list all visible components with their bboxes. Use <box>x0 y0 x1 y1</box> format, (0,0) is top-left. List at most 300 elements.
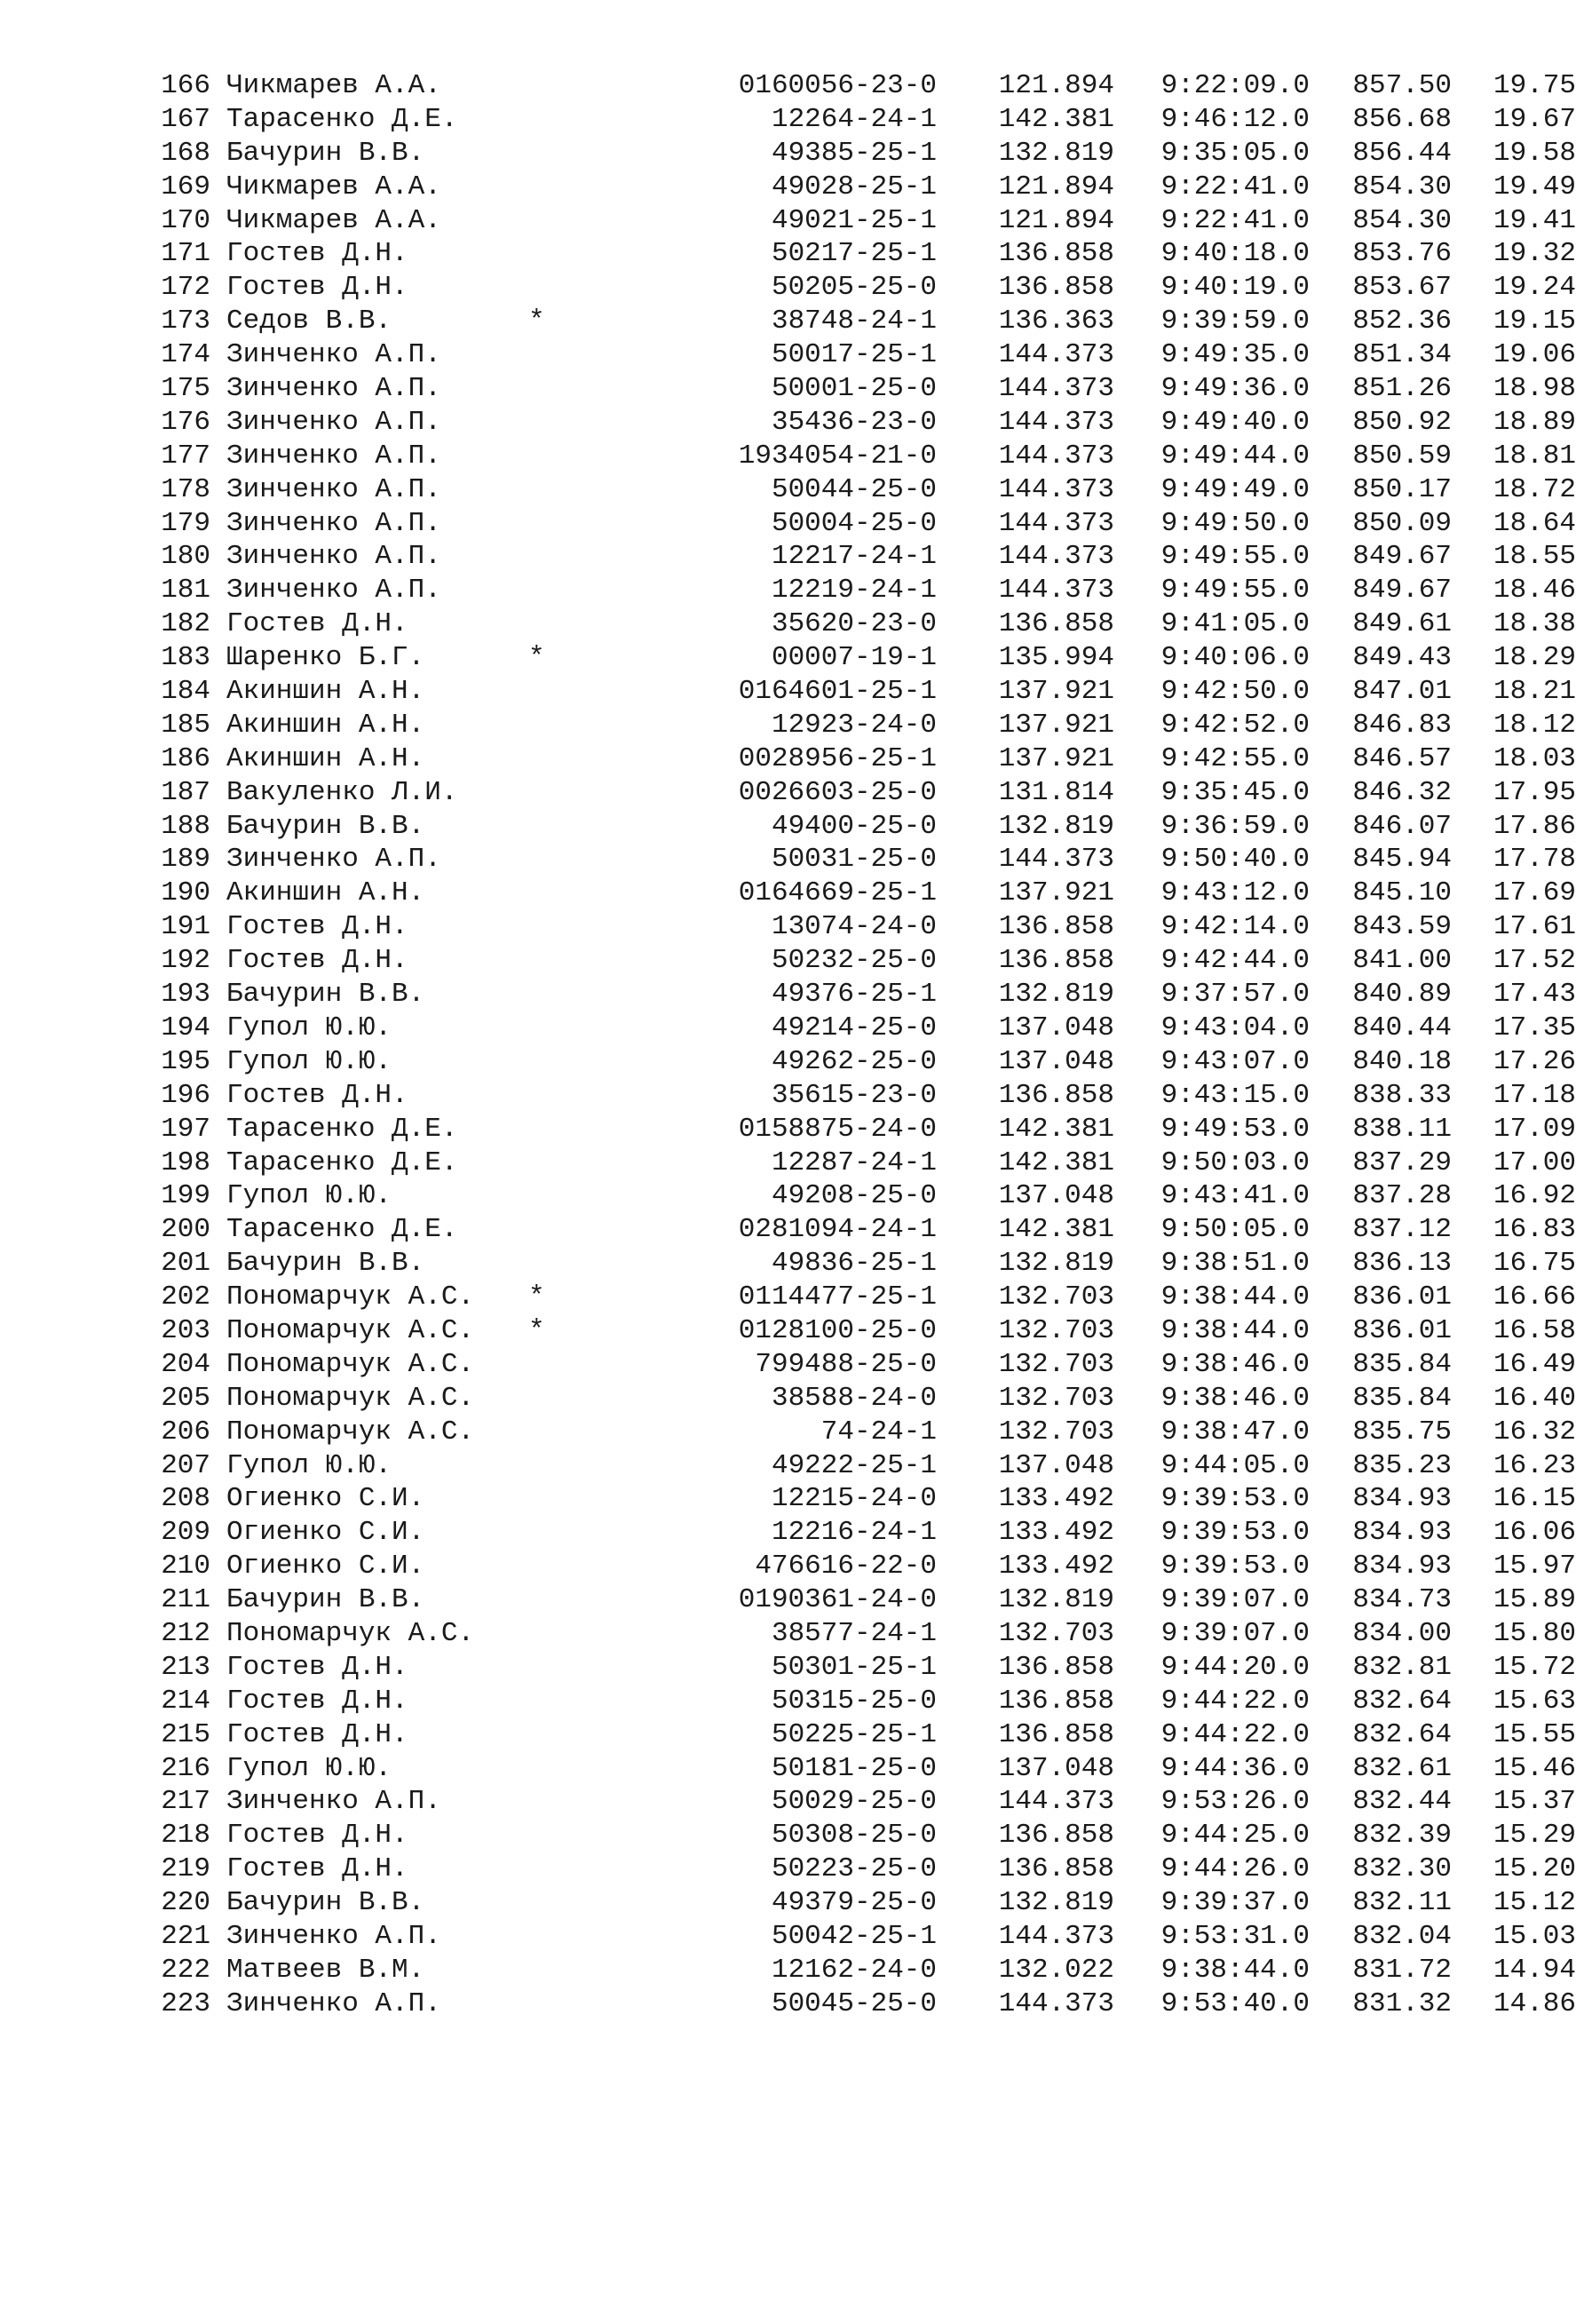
distance-value: 133.492 <box>998 1551 1114 1582</box>
fancier-name: Бачурин В.В. <box>226 1584 425 1616</box>
result-row <box>155 1550 1576 1583</box>
ring-number: 0281094-24-1 <box>738 1214 937 1246</box>
arrival-time: 9:39:07.0 <box>1160 1617 1310 1649</box>
result-row <box>155 271 1576 305</box>
result-row <box>155 1516 1576 1550</box>
arrival-time: 9:49:49.0 <box>1160 473 1310 505</box>
result-row <box>155 473 1576 507</box>
distance-value: 137.921 <box>998 676 1114 708</box>
speed-value: 836.01 <box>1352 1281 1452 1313</box>
ring-number: 0164669-25-1 <box>738 877 937 909</box>
results-table <box>155 69 1576 2021</box>
place-number: 214 <box>161 1685 210 1717</box>
speed-value: 845.94 <box>1352 844 1452 876</box>
ring-number: 12264-24-1 <box>771 103 937 135</box>
points-value: 16.15 <box>1493 1483 1576 1515</box>
place-number: 208 <box>161 1483 210 1515</box>
distance-value: 137.048 <box>998 1180 1114 1212</box>
fancier-name: Зинченко А.П. <box>226 507 441 539</box>
points-value: 17.35 <box>1493 1011 1576 1043</box>
fancier-name: Зинченко А.П. <box>226 373 441 405</box>
fancier-name: Гостев Д.Н. <box>226 1718 408 1750</box>
result-row <box>155 1886 1576 1920</box>
fancier-name: Пономарчук А.С. <box>226 1348 475 1380</box>
place-number: 198 <box>161 1146 210 1178</box>
fancier-name: Чикмарев А.А. <box>226 204 441 236</box>
points-value: 18.03 <box>1493 742 1576 774</box>
distance-value: 132.819 <box>998 979 1114 1011</box>
result-row <box>155 1819 1576 1852</box>
points-value: 16.58 <box>1493 1314 1576 1346</box>
fancier-name: Чикмарев А.А. <box>226 70 441 101</box>
ring-number: 50042-25-1 <box>771 1920 937 1952</box>
points-value: 16.92 <box>1493 1180 1576 1212</box>
points-value: 18.72 <box>1493 473 1576 505</box>
result-row <box>155 1954 1576 1987</box>
points-value: 16.40 <box>1493 1382 1576 1414</box>
fancier-name: Гупол Ю.Ю. <box>226 1752 392 1784</box>
points-value: 15.20 <box>1493 1853 1576 1885</box>
ring-number: 49376-25-1 <box>771 979 937 1011</box>
points-value: 19.41 <box>1493 204 1576 236</box>
result-row <box>155 171 1576 204</box>
arrival-time: 9:44:25.0 <box>1160 1820 1310 1852</box>
place-number: 178 <box>161 473 210 505</box>
points-value: 17.95 <box>1493 776 1576 808</box>
distance-value: 132.703 <box>998 1281 1114 1313</box>
points-value: 18.89 <box>1493 406 1576 438</box>
speed-value: 832.64 <box>1352 1685 1452 1717</box>
distance-value: 136.858 <box>998 608 1114 640</box>
result-row <box>155 843 1576 876</box>
speed-value: 850.17 <box>1352 473 1452 505</box>
distance-value: 132.819 <box>998 1248 1114 1280</box>
speed-value: 837.12 <box>1352 1214 1452 1246</box>
ring-number: 49028-25-1 <box>771 171 937 202</box>
distance-value: 132.022 <box>998 1954 1114 1986</box>
ring-number: 49214-25-0 <box>771 1011 937 1043</box>
distance-value: 132.703 <box>998 1348 1114 1380</box>
fancier-name: Гупол Ю.Ю. <box>226 1011 392 1043</box>
result-row <box>155 1213 1576 1247</box>
distance-value: 137.921 <box>998 877 1114 909</box>
arrival-time: 9:44:20.0 <box>1160 1651 1310 1683</box>
points-value: 15.46 <box>1493 1752 1576 1784</box>
points-value: 18.55 <box>1493 541 1576 573</box>
place-number: 219 <box>161 1853 210 1885</box>
result-row <box>155 607 1576 641</box>
speed-value: 849.67 <box>1352 575 1452 607</box>
points-value: 17.09 <box>1493 1113 1576 1145</box>
fancier-name: Зинченко А.П. <box>226 473 441 505</box>
ring-number: 49208-25-0 <box>771 1180 937 1212</box>
place-number: 196 <box>161 1079 210 1111</box>
arrival-time: 9:50:05.0 <box>1160 1214 1310 1246</box>
points-value: 15.12 <box>1493 1887 1576 1919</box>
arrival-time: 9:53:26.0 <box>1160 1786 1310 1818</box>
distance-value: 121.894 <box>998 70 1114 101</box>
fancier-name: Пономарчук А.С. <box>226 1382 475 1414</box>
fancier-name: Тарасенко Д.Е. <box>226 1214 458 1246</box>
points-value: 16.23 <box>1493 1449 1576 1481</box>
arrival-time: 9:49:50.0 <box>1160 507 1310 539</box>
speed-value: 832.64 <box>1352 1718 1452 1750</box>
points-value: 17.43 <box>1493 979 1576 1011</box>
ring-number: 476616-22-0 <box>755 1551 937 1582</box>
fancier-name: Тарасенко Д.Е. <box>226 1146 458 1178</box>
points-value: 19.06 <box>1493 339 1576 371</box>
points-value: 15.97 <box>1493 1551 1576 1582</box>
ring-number: 74-24-1 <box>820 1416 937 1448</box>
place-number: 188 <box>161 810 210 842</box>
fancier-name: Чикмарев А.А. <box>226 171 441 202</box>
speed-value: 835.84 <box>1352 1382 1452 1414</box>
fancier-name: Пономарчук А.С. <box>226 1416 475 1448</box>
ring-number: 50031-25-0 <box>771 844 937 876</box>
speed-value: 853.67 <box>1352 272 1452 304</box>
points-value: 14.86 <box>1493 1987 1576 2019</box>
arrival-time: 9:49:36.0 <box>1160 373 1310 405</box>
fancier-name: Огиенко С.И. <box>226 1551 425 1582</box>
result-row <box>155 137 1576 171</box>
ring-number: 49222-25-1 <box>771 1449 937 1481</box>
fancier-name: Огиенко С.И. <box>226 1517 425 1549</box>
speed-value: 857.50 <box>1352 70 1452 101</box>
arrival-time: 9:22:41.0 <box>1160 204 1310 236</box>
fancier-name: Гостев Д.Н. <box>226 1853 408 1885</box>
points-value: 19.24 <box>1493 272 1576 304</box>
arrival-time: 9:41:05.0 <box>1160 608 1310 640</box>
result-row <box>155 1146 1576 1180</box>
distance-value: 136.858 <box>998 945 1114 977</box>
fancier-name: Акиншин А.Н. <box>226 676 425 708</box>
fancier-name: Зинченко А.П. <box>226 1920 441 1952</box>
ring-number: 50181-25-0 <box>771 1752 937 1784</box>
points-value: 18.46 <box>1493 575 1576 607</box>
result-row <box>155 1920 1576 1954</box>
distance-value: 144.373 <box>998 1987 1114 2019</box>
fancier-name: Седов В.В. <box>226 305 392 337</box>
distance-value: 136.858 <box>998 238 1114 270</box>
result-row <box>155 1247 1576 1281</box>
fancier-name: Гостев Д.Н. <box>226 1820 408 1852</box>
result-row <box>155 910 1576 944</box>
fancier-name: Бачурин В.В. <box>226 1248 425 1280</box>
ring-number: 49385-25-1 <box>771 137 937 169</box>
distance-value: 136.363 <box>998 305 1114 337</box>
speed-value: 846.07 <box>1352 810 1452 842</box>
arrival-time: 9:53:40.0 <box>1160 1987 1310 2019</box>
distance-value: 144.373 <box>998 507 1114 539</box>
fancier-name: Матвеев В.М. <box>226 1954 425 1986</box>
points-value: 14.94 <box>1493 1954 1576 1986</box>
place-number: 167 <box>161 103 210 135</box>
points-value: 19.67 <box>1493 103 1576 135</box>
speed-value: 856.68 <box>1352 103 1452 135</box>
place-number: 210 <box>161 1551 210 1582</box>
fancier-name: Тарасенко Д.Е. <box>226 1113 458 1145</box>
ring-number: 50205-25-0 <box>771 272 937 304</box>
distance-value: 137.921 <box>998 709 1114 741</box>
fancier-name: Зинченко А.П. <box>226 1987 441 2019</box>
speed-value: 849.43 <box>1352 642 1452 674</box>
ring-number: 50225-25-1 <box>771 1718 937 1750</box>
distance-value: 137.048 <box>998 1045 1114 1077</box>
fancier-name: Бачурин В.В. <box>226 1887 425 1919</box>
place-number: 215 <box>161 1718 210 1750</box>
distance-value: 144.373 <box>998 844 1114 876</box>
ring-number: 50017-25-1 <box>771 339 937 371</box>
speed-value: 831.72 <box>1352 1954 1452 1986</box>
place-number: 184 <box>161 676 210 708</box>
result-row <box>155 1416 1576 1449</box>
ring-number: 35615-23-0 <box>771 1079 937 1111</box>
arrival-time: 9:43:12.0 <box>1160 877 1310 909</box>
result-row <box>155 540 1576 574</box>
distance-value: 142.381 <box>998 1214 1114 1246</box>
place-number: 212 <box>161 1617 210 1649</box>
ring-number: 0128100-25-0 <box>738 1314 937 1346</box>
place-number: 223 <box>161 1987 210 2019</box>
arrival-time: 9:42:55.0 <box>1160 742 1310 774</box>
arrival-time: 9:43:07.0 <box>1160 1045 1310 1077</box>
result-row <box>155 1852 1576 1886</box>
fancier-name: Шаренко Б.Г. <box>226 642 425 674</box>
fancier-name: Гостев Д.Н. <box>226 1079 408 1111</box>
speed-value: 832.39 <box>1352 1820 1452 1852</box>
arrival-time: 9:44:05.0 <box>1160 1449 1310 1481</box>
place-number: 220 <box>161 1887 210 1919</box>
result-row <box>155 1011 1576 1045</box>
arrival-time: 9:39:07.0 <box>1160 1584 1310 1616</box>
arrival-time: 9:39:53.0 <box>1160 1551 1310 1582</box>
arrival-time: 9:22:09.0 <box>1160 70 1310 101</box>
speed-value: 831.32 <box>1352 1987 1452 2019</box>
distance-value: 136.858 <box>998 1079 1114 1111</box>
points-value: 19.58 <box>1493 137 1576 169</box>
points-value: 15.63 <box>1493 1685 1576 1717</box>
arrival-time: 9:40:19.0 <box>1160 272 1310 304</box>
place-number: 199 <box>161 1180 210 1212</box>
ring-number: 35436-23-0 <box>771 406 937 438</box>
distance-value: 135.994 <box>998 642 1114 674</box>
ring-number: 50217-25-1 <box>771 238 937 270</box>
speed-value: 851.34 <box>1352 339 1452 371</box>
fancier-name: Гостев Д.Н. <box>226 238 408 270</box>
arrival-time: 9:44:26.0 <box>1160 1853 1310 1885</box>
result-row <box>155 69 1576 103</box>
distance-value: 137.048 <box>998 1011 1114 1043</box>
ring-number: 12215-24-0 <box>771 1483 937 1515</box>
points-value: 17.86 <box>1493 810 1576 842</box>
speed-value: 845.10 <box>1352 877 1452 909</box>
ring-number: 49400-25-0 <box>771 810 937 842</box>
result-row <box>155 1045 1576 1079</box>
distance-value: 136.858 <box>998 1685 1114 1717</box>
arrival-time: 9:42:44.0 <box>1160 945 1310 977</box>
result-row <box>155 1583 1576 1617</box>
arrival-time: 9:44:22.0 <box>1160 1685 1310 1717</box>
place-number: 211 <box>161 1584 210 1616</box>
points-value: 17.26 <box>1493 1045 1576 1077</box>
speed-value: 850.09 <box>1352 507 1452 539</box>
fancier-name: Тарасенко Д.Е. <box>226 103 458 135</box>
speed-value: 849.67 <box>1352 541 1452 573</box>
result-row <box>155 742 1576 776</box>
result-row <box>155 338 1576 372</box>
ring-number: 12287-24-1 <box>771 1146 937 1178</box>
distance-value: 144.373 <box>998 1786 1114 1818</box>
points-value: 19.75 <box>1493 70 1576 101</box>
place-number: 222 <box>161 1954 210 1986</box>
fancier-name: Акиншин А.Н. <box>226 877 425 909</box>
result-row <box>155 1987 1576 2021</box>
ring-number: 12217-24-1 <box>771 541 937 573</box>
distance-value: 142.381 <box>998 103 1114 135</box>
points-value: 16.75 <box>1493 1248 1576 1280</box>
fancier-name: Зинченко А.П. <box>226 406 441 438</box>
points-value: 18.21 <box>1493 676 1576 708</box>
place-number: 182 <box>161 608 210 640</box>
place-number: 201 <box>161 1248 210 1280</box>
speed-value: 854.30 <box>1352 204 1452 236</box>
speed-value: 846.32 <box>1352 776 1452 808</box>
result-row <box>155 1314 1576 1348</box>
result-row <box>155 1482 1576 1516</box>
speed-value: 836.13 <box>1352 1248 1452 1280</box>
place-number: 175 <box>161 373 210 405</box>
speed-value: 846.57 <box>1352 742 1452 774</box>
result-row <box>155 978 1576 1011</box>
ring-number: 38577-24-1 <box>771 1617 937 1649</box>
place-number: 186 <box>161 742 210 774</box>
fancier-name: Гупол Ю.Ю. <box>226 1180 392 1212</box>
ring-number: 38588-24-0 <box>771 1382 937 1414</box>
place-number: 216 <box>161 1752 210 1784</box>
place-number: 204 <box>161 1348 210 1380</box>
ring-number: 50232-25-0 <box>771 945 937 977</box>
arrival-time: 9:38:44.0 <box>1160 1954 1310 1986</box>
place-number: 202 <box>161 1281 210 1313</box>
distance-value: 136.858 <box>998 911 1114 943</box>
arrival-time: 9:49:55.0 <box>1160 541 1310 573</box>
points-value: 18.29 <box>1493 642 1576 674</box>
speed-value: 837.29 <box>1352 1146 1452 1178</box>
ring-number: 50301-25-1 <box>771 1651 937 1683</box>
arrival-time: 9:53:31.0 <box>1160 1920 1310 1952</box>
ring-number: 35620-23-0 <box>771 608 937 640</box>
arrival-time: 9:42:14.0 <box>1160 911 1310 943</box>
fancier-name: Пономарчук А.С. <box>226 1617 475 1649</box>
speed-value: 840.44 <box>1352 1011 1452 1043</box>
distance-value: 144.373 <box>998 473 1114 505</box>
place-number: 192 <box>161 945 210 977</box>
distance-value: 144.373 <box>998 406 1114 438</box>
points-value: 17.69 <box>1493 877 1576 909</box>
speed-value: 834.00 <box>1352 1617 1452 1649</box>
ring-number: 0164601-25-1 <box>738 676 937 708</box>
points-value: 19.49 <box>1493 171 1576 202</box>
fancier-name: Гостев Д.Н. <box>226 911 408 943</box>
result-row <box>155 574 1576 607</box>
place-number: 187 <box>161 776 210 808</box>
distance-value: 136.858 <box>998 1853 1114 1885</box>
points-value: 18.38 <box>1493 608 1576 640</box>
result-row <box>155 944 1576 978</box>
result-row <box>155 237 1576 271</box>
arrival-time: 9:22:41.0 <box>1160 171 1310 202</box>
arrival-time: 9:43:15.0 <box>1160 1079 1310 1111</box>
result-row <box>155 372 1576 406</box>
mark-asterisk: * <box>528 642 545 674</box>
arrival-time: 9:49:35.0 <box>1160 339 1310 371</box>
result-row <box>155 1281 1576 1314</box>
mark-asterisk: * <box>528 1314 545 1346</box>
points-value: 16.83 <box>1493 1214 1576 1246</box>
speed-value: 832.81 <box>1352 1651 1452 1683</box>
result-row <box>155 641 1576 675</box>
arrival-time: 9:50:40.0 <box>1160 844 1310 876</box>
fancier-name: Гостев Д.Н. <box>226 272 408 304</box>
place-number: 206 <box>161 1416 210 1448</box>
result-row <box>155 776 1576 810</box>
points-value: 15.37 <box>1493 1786 1576 1818</box>
points-value: 15.72 <box>1493 1651 1576 1683</box>
arrival-time: 9:49:53.0 <box>1160 1113 1310 1145</box>
ring-number: 38748-24-1 <box>771 305 937 337</box>
distance-value: 132.819 <box>998 1584 1114 1616</box>
result-row <box>155 1113 1576 1146</box>
result-row <box>155 440 1576 473</box>
distance-value: 136.858 <box>998 1651 1114 1683</box>
ring-number: 0190361-24-0 <box>738 1584 937 1616</box>
fancier-name: Пономарчук А.С. <box>226 1281 475 1313</box>
place-number: 183 <box>161 642 210 674</box>
result-row <box>155 1079 1576 1113</box>
arrival-time: 9:43:41.0 <box>1160 1180 1310 1212</box>
fancier-name: Бачурин В.В. <box>226 137 425 169</box>
arrival-time: 9:42:50.0 <box>1160 676 1310 708</box>
arrival-time: 9:49:40.0 <box>1160 406 1310 438</box>
fancier-name: Гостев Д.Н. <box>226 945 408 977</box>
arrival-time: 9:50:03.0 <box>1160 1146 1310 1178</box>
place-number: 170 <box>161 204 210 236</box>
speed-value: 832.30 <box>1352 1853 1452 1885</box>
place-number: 200 <box>161 1214 210 1246</box>
place-number: 180 <box>161 541 210 573</box>
ring-number: 50308-25-0 <box>771 1820 937 1852</box>
place-number: 213 <box>161 1651 210 1683</box>
ring-number: 49262-25-0 <box>771 1045 937 1077</box>
points-value: 17.61 <box>1493 911 1576 943</box>
speed-value: 835.75 <box>1352 1416 1452 1448</box>
ring-number: 50223-25-0 <box>771 1853 937 1885</box>
speed-value: 838.33 <box>1352 1079 1452 1111</box>
speed-value: 834.93 <box>1352 1517 1452 1549</box>
points-value: 15.29 <box>1493 1820 1576 1852</box>
mark-asterisk: * <box>528 305 545 337</box>
result-row <box>155 1617 1576 1651</box>
place-number: 179 <box>161 507 210 539</box>
arrival-time: 9:49:44.0 <box>1160 440 1310 472</box>
points-value: 18.12 <box>1493 709 1576 741</box>
result-row <box>155 507 1576 541</box>
points-value: 16.66 <box>1493 1281 1576 1313</box>
points-value: 19.15 <box>1493 305 1576 337</box>
speed-value: 852.36 <box>1352 305 1452 337</box>
ring-number: 12216-24-1 <box>771 1517 937 1549</box>
place-number: 166 <box>161 70 210 101</box>
